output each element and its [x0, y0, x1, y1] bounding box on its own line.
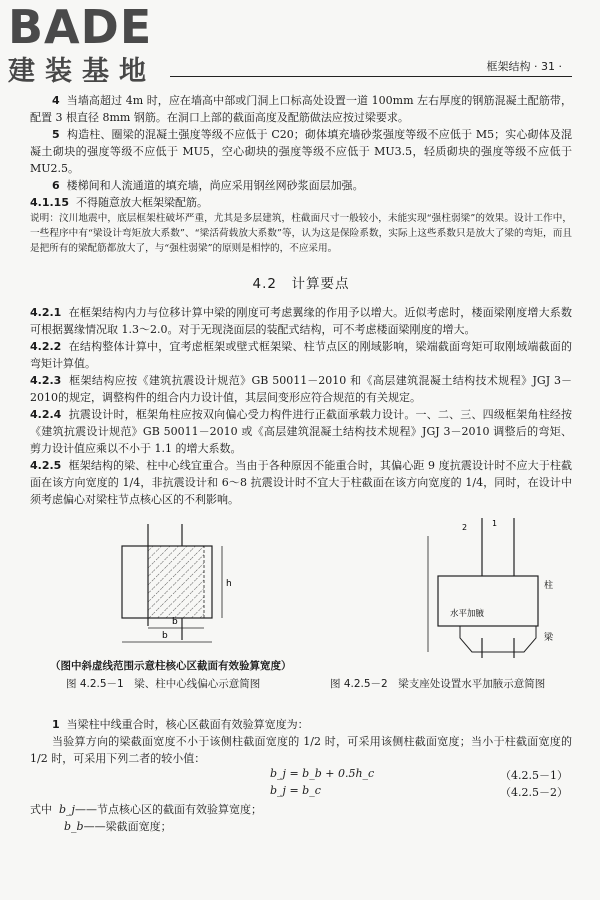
definitions: [30, 801, 572, 835]
clause-4-2-1: 4.2.1 在框架结构内力与位移计算中梁的刚度可考虑翼缘的作用予以增大。近似考虑时，楼面梁刚度增大系数可根据翼缘情况取 1.3～2.0。对于无现浇面层的装配式结构，可不考虑楼面梁刚度的增大。: [30, 306, 572, 336]
section-title: 4.2 计算要点: [252, 276, 350, 292]
label-zhu: 柱: [544, 581, 554, 591]
clause-4-2-5: 4.2.5 框架结构的梁、柱中心线宜重合。当由于各种原因不能重合时，其偏心距 9 度抗震设计时不应大于柱截面在该方向宽度的 1/4，非抗震设计和 6～8 抗震设计时不宜大于柱截面在该方向宽度的 1/4，同时，在设计中须考虑偏心对梁柱节点核心区的不利影响。: [30, 459, 572, 506]
figure-diagrams: [30, 516, 572, 658]
clause-4-2-2: 4.2.2 在结构整体计算中，宜考虑框架或壁式框架梁、柱节点区的刚域影响，梁端截面弯矩可取刚域端截面的弯矩计算值。: [30, 340, 572, 370]
equation-1: b_j = b_b + 0.5h_c （4.2.5－1）: [270, 767, 568, 782]
clause-4-2-3: 4.2.3 框架结构应按《建筑抗震设计规范》GB 50011－2010 和《高层建筑混凝土结构技术规程》JGJ 3－2010的规定，调整构件的组合内力设计值，其层间变形应符合规范的有关规定。: [30, 374, 572, 404]
figure-caption-2: 图 4.2.5－2 梁支座处设置水平加腋示意简图: [330, 678, 546, 690]
para-after: 当验算方向的梁截面宽度不小于该侧柱截面宽度的 1/2 时，可采用该侧柱截面宽度；当小于柱截面宽度的 1/2 时，可采用下列二者的较小值：: [30, 735, 572, 765]
label-ratio-side: 2: [462, 523, 468, 532]
equation-2: b_j = b_c （4.2.5－2）: [270, 784, 568, 799]
item-5: 5 构造柱、圈梁的混凝土强度等级不应低于 C20；砌体填充墙砂浆强度等级不应低于 M5；实心砌体及混凝土砌块的强度等级不应低于 MU5，空心砌块的强度等级不应低于 MU3.5，轻质砌块的强度等级不应低于 MU2.5。: [30, 128, 572, 175]
haunch-shape: [460, 626, 536, 652]
clause-4-1-15: 4.1.15 不得随意放大框架梁配筋。: [30, 196, 208, 209]
clause-4-2-4: 4.2.4 抗震设计时，框架角柱应按双向偏心受力构件进行正截面承载力设计。一、二、三、四级框架角柱经按《建筑抗震设计规范》GB 50011－2010 或《高层建筑混凝土结构技术规程》JGJ 3－2010 调整后的弯矩、剪力设计值应乘以不小于 1.1 的增大系数。: [30, 408, 572, 455]
label-hc: h: [226, 579, 232, 589]
figure2-diagram: [428, 518, 554, 658]
figure-caption-1: 图 4.2.5－1 梁、柱中心线偏心示意简图: [66, 678, 261, 690]
item-1: 1 当梁柱中线重合时，核心区截面有效验算宽度为：: [52, 718, 309, 731]
label-ratio-top: 1: [492, 519, 498, 528]
figure1-diagram: [122, 524, 232, 642]
definition-row: b_b——梁截面宽度；: [64, 820, 172, 833]
header-rule: [170, 76, 572, 77]
running-head: 框架结构 · 31 ·: [486, 60, 562, 73]
item-6: 6 楼梯间和人流通道的填充墙，尚应采用钢丝网砂浆面层加强。: [52, 179, 364, 192]
figure-note: （图中斜虚线范围示意柱核心区截面有效验算宽度）: [50, 660, 292, 672]
page-body: [30, 92, 572, 835]
label-bc: b: [162, 631, 168, 641]
item-4: 4 当墙高超过 4m 时，应在墙高中部或门洞上口标高处设置一道 100mm 左右厚度的钢筋混凝土配筋带，配置 3 根直径 8mm 钢筋。在洞口上部的截面高度及配筋做法应按过梁要求。: [30, 94, 572, 124]
logo-main: BADE: [8, 0, 153, 54]
label-liang: 梁: [544, 633, 554, 643]
core-hatch: [148, 546, 204, 618]
label-jiaye: 水平加腋: [450, 609, 485, 619]
figure-area: [30, 516, 572, 716]
label-bj: b: [172, 617, 178, 627]
definition-row: 式中 b_j——节点核心区的截面有效验算宽度；: [30, 803, 262, 816]
clause-note: 说明：汶川地震中，底层框架柱破坏严重，尤其是多层建筑，柱截面尺寸一般较小，未能实现“强柱弱梁”的效果。设计工作中，一些程序中有“梁设计弯矩放大系数”、“梁活荷载放大系数”等，认为这是保险系数，实际上这些系数只是放大了梁的弯矩，而且是把所有的梁配筋都放大了，与“强柱弱梁”的原则是相悖的，不应采用。: [30, 213, 572, 254]
logo-sub: 建装基地: [8, 56, 156, 87]
